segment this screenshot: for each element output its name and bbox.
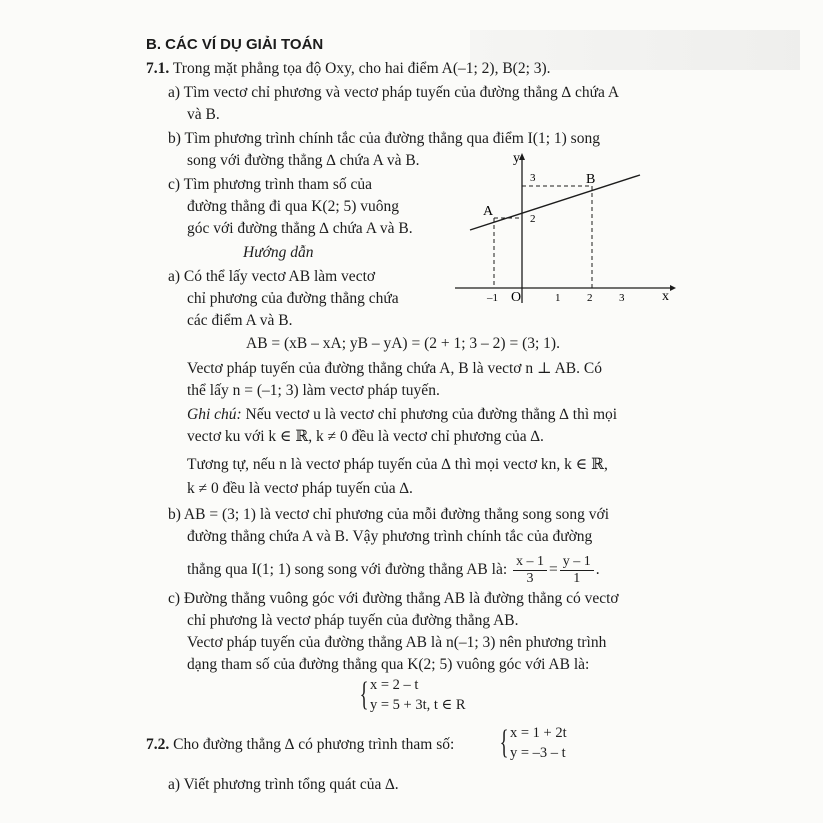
fraction-y-denominator: 1 [573, 570, 581, 586]
point-b-label: B [586, 172, 596, 187]
system-72-line1: x = 1 + 2t [510, 725, 567, 741]
guide-b-line3: thẳng qua I(1; 1) song song với đường thẳng AB là: $\frac{x - 1}{3}$ = $\frac{y - 1}{1}$ . [187, 553, 600, 586]
note-text: Nếu vectơ u là vectơ chỉ phương của đường thẳng ∆ thì mọi [241, 406, 618, 423]
fraction-x-numerator: x – 1 [513, 554, 547, 571]
tick-x-minus1: –1 [487, 292, 498, 304]
fraction-x [513, 554, 547, 587]
problem-72-statement: Cho đường thẳng ∆ có phương trình tham số: [173, 736, 455, 753]
guide-b-line2: đường thẳng chứa A và B. Vậy phương trình chính tắc của đường [187, 528, 593, 545]
fraction-y [560, 554, 594, 587]
tick-x-1: 1 [555, 292, 561, 304]
part-b-line2: song với đường thẳng ∆ chứa A và B. [187, 152, 420, 169]
problem-statement: Trong mặt phẳng tọa độ Oxy, cho hai điểm A(–1; 2), B(2; 3). [172, 60, 551, 77]
problem-7-1 [146, 60, 551, 78]
x-axis-arrow [670, 285, 676, 291]
guide-heading: Hướng dẫn [243, 244, 314, 261]
brace-71: { [359, 676, 369, 713]
origin-label: O [511, 290, 522, 305]
parametric-system-71 [360, 674, 500, 718]
tick-x-2: 2 [587, 292, 593, 304]
problem-number-72: 7.2. [146, 736, 170, 753]
system-71-line1: x = 2 – t [370, 677, 419, 693]
y-label: y [513, 151, 520, 166]
system-72-line2: y = –3 – t [510, 745, 566, 761]
parametric-system-72 [500, 722, 640, 766]
problem-7-2 [146, 736, 454, 754]
guide-c-line2: chỉ phương là vectơ pháp tuyến của đường thẳng AB. [187, 612, 519, 629]
similar-line2: k ≠ 0 đều là vectơ pháp tuyến của ∆. [187, 480, 413, 497]
guide-b-text: thẳng qua I(1; 1) song song với đường thẳng AB là: [187, 561, 508, 578]
problem-number: 7.1. [146, 60, 170, 77]
guide-a-line3: các điểm A và B. [187, 312, 293, 329]
part-a-line2: và B. [187, 106, 220, 123]
problem-72-part-a: a) Viết phương trình tổng quát của ∆. [168, 776, 399, 793]
system-71-line2: y = 5 + 3t, t ∈ R [370, 697, 466, 713]
vector-ab-formula: AB = (xB – xA; yB – yA) = (2 + 1; 3 – 2) = (3; 1). [246, 335, 560, 352]
guide-c-line3: Vectơ pháp tuyến của đường thẳng AB là n(–1; 3) nên phương trình [187, 634, 607, 651]
part-b-line1: b) Tìm phương trình chính tắc của đường thẳng qua điểm I(1; 1) song [168, 130, 600, 147]
normal-vector-line1: Vectơ pháp tuyến của đường thẳng chứa A, B là vectơ n ⊥ AB. Có [187, 360, 602, 377]
coordinate-graph [440, 148, 680, 308]
note-label: Ghi chú: [187, 406, 242, 423]
note-line1 [187, 406, 617, 424]
brace-72: { [499, 724, 509, 761]
fraction-x-denominator: 3 [526, 570, 534, 586]
guide-b-line1: b) AB = (3; 1) là vectơ chỉ phương của mỗi đường thẳng song song với [168, 506, 610, 523]
fraction-y-numerator: y – 1 [560, 554, 594, 571]
tick-y-2: 2 [530, 213, 536, 225]
guide-a-line1: a) Có thể lấy vectơ AB làm vectơ [168, 268, 376, 285]
part-c-line2: đường thẳng đi qua K(2; 5) vuông [187, 198, 400, 215]
line-ab [470, 175, 640, 230]
x-label: x [662, 289, 669, 304]
guide-c-line1: c) Đường thẳng vuông góc với đường thẳng AB là đường thẳng có vectơ [168, 590, 619, 607]
tick-x-3: 3 [619, 292, 625, 304]
section-heading: B. CÁC VÍ DỤ GIẢI TOÁN [146, 36, 324, 53]
guide-a-line2: chỉ phương của đường thẳng chứa [187, 290, 399, 307]
normal-vector-line2: thể lấy n = (–1; 3) làm vectơ pháp tuyến. [187, 382, 440, 399]
note-line2: vectơ ku với k ∈ ℝ, k ≠ 0 đều là vectơ chỉ phương của ∆. [187, 428, 544, 445]
part-c-line1: c) Tìm phương trình tham số của [168, 176, 372, 193]
guide-c-line4: dạng tham số của đường thẳng qua K(2; 5) vuông góc với AB là: [187, 656, 590, 673]
part-c-line3: góc với đường thẳng ∆ chứa A và B. [187, 220, 413, 237]
similar-line1: Tương tự, nếu n là vectơ pháp tuyến của ∆ thì mọi vectơ kn, k ∈ ℝ, [187, 456, 608, 473]
part-a-line1: a) Tìm vectơ chỉ phương và vectơ pháp tuyến của đường thẳng ∆ chứa A [168, 84, 620, 101]
tick-y-3: 3 [530, 172, 536, 184]
point-a-label: A [483, 204, 494, 219]
